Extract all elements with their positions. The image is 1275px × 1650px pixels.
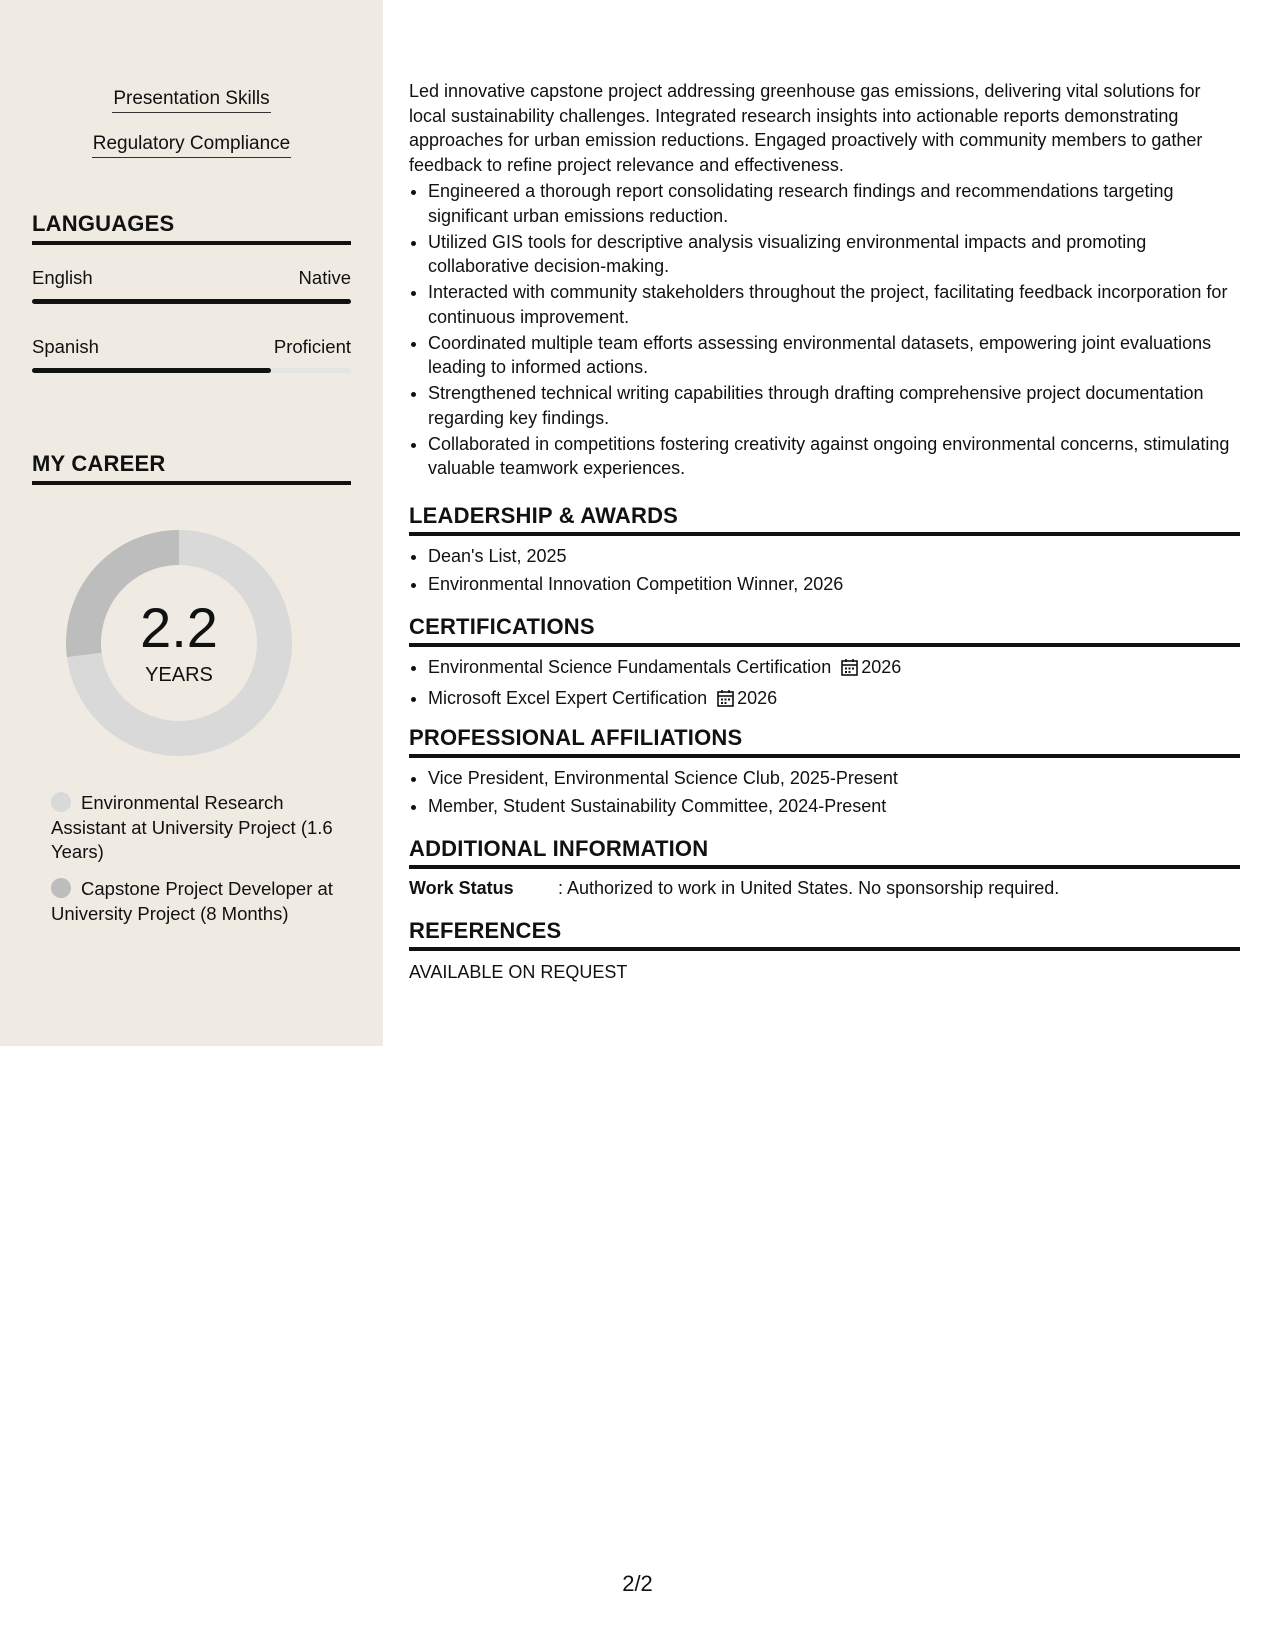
certification-name: Environmental Science Fundamentals Certification (428, 657, 832, 677)
list-item: • Environmental Innovation Competition Winner, 2026 (428, 571, 1240, 598)
list-item: • Strengthened technical writing capabilities through drafting comprehensive project documentation regarding key findings. (428, 381, 1240, 430)
list-item: • Dean's List, 2025 (428, 543, 1240, 570)
career-years-value: 2.2 (140, 596, 218, 659)
affiliations-heading: PROFESSIONAL AFFILIATIONS (409, 725, 1240, 758)
career-legend-label: Capstone Project Developer at University Project (8 Months) (51, 878, 333, 924)
language-level: Proficient (273, 336, 351, 357)
language-proficiency-fill (32, 368, 271, 373)
certification-year: 2026 (861, 657, 902, 677)
legend-dot (51, 878, 71, 898)
career-legend-item (51, 877, 341, 926)
languages-heading: LANGUAGES (32, 211, 351, 245)
leadership-list (409, 543, 1240, 599)
work-status-row (409, 878, 1240, 899)
summary-paragraph: Led innovative capstone project addressing greenhouse gas emissions, delivering vital solutions for local sustainability challenges. Integrated research insights into actionable reports demonstrating approaches for urban emission reductions. Engaged proactively with community members to gather feedback to refine project relevance and effectiveness. (409, 81, 1203, 175)
language-name: Spanish (32, 336, 99, 357)
experience-bullets (409, 179, 1240, 481)
page-number: 2/2 (622, 1571, 653, 1596)
career-heading: MY CAREER (32, 451, 351, 485)
leadership-heading: LEADERSHIP & AWARDS (409, 503, 1240, 536)
list-item: • Utilized GIS tools for descriptive analysis visualizing environmental impacts and promoting collaborative decision-making. (428, 230, 1240, 279)
work-status-value: : Authorized to work in United States. No sponsorship required. (558, 878, 1060, 898)
language-proficiency-bar (32, 368, 351, 373)
experience-summary (409, 79, 1240, 482)
list-item: • Coordinated multiple team efforts assessing environmental datasets, empowering joint evaluations leading to informed actions. (428, 331, 1240, 380)
language-level: Native (298, 267, 351, 288)
certification-year: 2026 (737, 688, 778, 708)
language-row (32, 267, 351, 289)
legend-dot (51, 792, 71, 812)
career-legend-item (51, 791, 341, 865)
language-name: English (32, 267, 93, 288)
list-item (428, 654, 1240, 684)
references-text: AVAILABLE ON REQUEST (409, 962, 628, 982)
additional-info-heading: ADDITIONAL INFORMATION (409, 836, 1240, 869)
list-item (428, 685, 1240, 715)
calendar-icon (841, 657, 858, 684)
references-heading: REFERENCES (409, 918, 1240, 951)
calendar-icon (717, 688, 734, 715)
certifications-heading: CERTIFICATIONS (409, 614, 1240, 647)
list-item: • Interacted with community stakeholders throughout the project, facilitating feedback incorporation for continuous improvement. (428, 280, 1240, 329)
language-proficiency-bar (32, 299, 351, 304)
certifications-list (409, 654, 1240, 716)
sidebar (0, 0, 383, 1046)
work-status-label: Work Status (409, 878, 514, 898)
certification-name: Microsoft Excel Expert Certification (428, 688, 708, 708)
affiliations-list (409, 765, 1240, 821)
career-years-unit: YEARS (145, 664, 213, 686)
list-item: • Collaborated in competitions fostering creativity against ongoing environmental concerns, stimulating valuable teamwork experiences. (428, 432, 1240, 481)
skill-item: Presentation Skills (0, 88, 383, 110)
list-item: • Vice President, Environmental Science Club, 2025-Present (428, 765, 1240, 792)
skill-item: Regulatory Compliance (0, 133, 383, 155)
career-legend-label: Environmental Research Assistant at University Project (1.6 Years) (51, 792, 333, 862)
list-item: • Member, Student Sustainability Committee, 2024-Present (428, 793, 1240, 820)
list-item: • Engineered a thorough report consolidating research findings and recommendations targeting significant urban emissions reduction. (428, 179, 1240, 228)
language-proficiency-fill (32, 299, 351, 304)
language-row (32, 336, 351, 358)
